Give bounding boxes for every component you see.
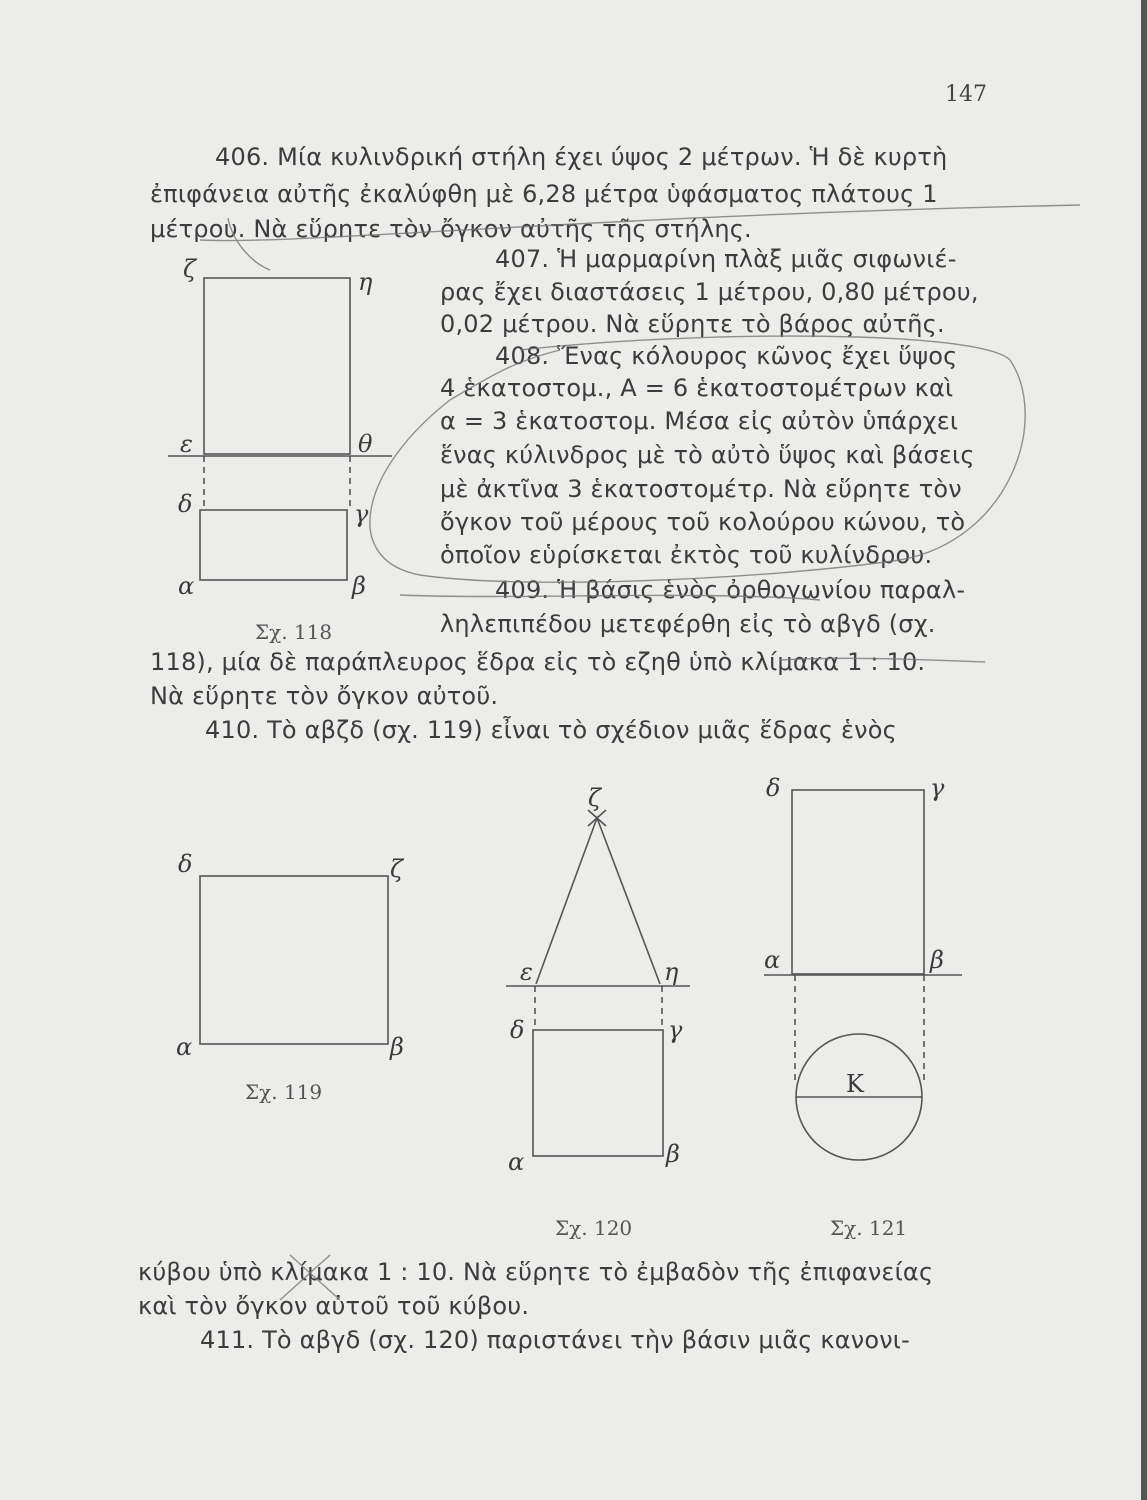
text-line: 411. Τὸ αβγδ (σχ. 120) παριστάνει τὴν βάσιν μιᾶς κανονι- [200, 1326, 910, 1354]
pencil-strike-scale [780, 658, 985, 662]
fig121-caption: Σχ. 121 [830, 1216, 908, 1240]
text-line: 408. Ἕνας κόλουρος κῶνος ἔχει ὕψος [495, 342, 958, 370]
fig120-label: γ [668, 1016, 683, 1044]
text-line: μὲ ἀκτῖνα 3 ἑκατοστομέτρ. Νὰ εὕρητε τὸν [440, 475, 962, 503]
text-line: Νὰ εὕρητε τὸν ὄγκον αὐτοῦ. [150, 682, 499, 710]
pencil-strike-409 [400, 595, 820, 600]
fig119-label: α [176, 1033, 193, 1061]
text-line: ἐπιφάνεια αὐτῆς ἐκαλύφθη μὲ 6,28 μέτρα ὑφάσματος πλάτους 1 [150, 180, 938, 208]
pencil-hook-406 [228, 218, 270, 270]
pencil-cross-1 [290, 1255, 340, 1300]
fig121-label: α [764, 946, 781, 974]
text-line: 406. Μία κυλινδρική στήλη έχει ύψος 2 μέτρων. Ἡ δὲ κυρτὴ [215, 143, 948, 171]
fig121-label: γ [930, 774, 945, 802]
fig119-caption: Σχ. 119 [245, 1080, 323, 1104]
fig118-label: γ [354, 500, 369, 528]
text-line: ρας ἔχει διαστάσεις 1 μέτρου, 0,80 μέτρου, [440, 278, 979, 306]
text-line: ὄγκον τοῦ μέρους τοῦ κολούρου κώνου, τὸ [440, 508, 966, 536]
text-line: 407. Ἡ μαρμαρίνη πλὰξ μιᾶς σιφωνιέ- [495, 245, 957, 273]
text-line: 118), μία δὲ παράπλευρος ἕδρα εἰς τὸ εζηθ ὑπὸ κλίμακα 1 : 10. [150, 648, 926, 676]
fig118-label: ε [180, 430, 193, 458]
fig120-label: δ [510, 1016, 525, 1044]
fig118-base-rect [200, 510, 347, 580]
fig121-face-rect [792, 790, 924, 974]
fig118-label: α [178, 572, 195, 600]
fig118-label: η [358, 268, 373, 296]
text-line: 4 ἑκατοστομ., Α = 6 ἑκατοστομέτρων καὶ [440, 374, 954, 402]
fig120-label: α [508, 1148, 525, 1176]
fig120-label: β [666, 1140, 680, 1168]
pencil-loop-408 [370, 336, 1025, 582]
fig120-label: η [664, 958, 679, 986]
text-line: 0,02 μέτρου. Νὰ εὕρητε τὸ βάρος αὐτῆς. [440, 310, 945, 338]
text-line: μέτρου. Νὰ εὕρητε τὸν ὄγκον αὐτῆς τῆς στήλης. [150, 215, 752, 243]
fig119-square [200, 876, 388, 1044]
fig120-base-square [533, 1030, 663, 1156]
text-line: α = 3 ἑκατοστομ. Μέσα εἰς αὐτὸν ὑπάρχει [440, 407, 959, 435]
fig119-label: δ [178, 850, 193, 878]
text-line: ὁποῖον εὑρίσκεται ἐκτὸς τοῦ κυλίνδρου. [440, 541, 933, 569]
fig120-label: ε [520, 958, 533, 986]
pencil-cross-2 [280, 1255, 330, 1300]
fig120-label: ζ [588, 784, 602, 812]
text-line: ἕνας κύλινδρος μὲ τὸ αὐτὸ ὕψος καὶ βάσεις [440, 441, 975, 469]
fig118-caption: Σχ. 118 [255, 620, 333, 644]
text-line: καὶ τὸν ὄγκον αὐτοῦ τοῦ κύβου. [138, 1292, 530, 1320]
text-line: ληλεπιπέδου μετεφέρθη εἰς τὸ αβγδ (σχ. [440, 610, 936, 638]
fig121-label: Κ [846, 1070, 864, 1098]
page-number: 147 [945, 82, 987, 107]
fig118-label: δ [178, 490, 193, 518]
fig118-label: ζ [183, 255, 197, 283]
fig118-face-rect [204, 278, 350, 454]
text-line: 410. Τὸ αβζδ (σχ. 119) εἶναι τὸ σχέδιον μιᾶς ἕδρας ἑνὸς [205, 716, 897, 744]
fig119-label: β [390, 1033, 404, 1061]
fig118-label: β [352, 572, 366, 600]
fig119-label: ζ [390, 855, 404, 883]
pencil-underline-406 [200, 205, 1080, 241]
text-line: 409. Ἡ βάσις ἑνὸς ὀρθογωνίου παραλ- [495, 576, 966, 604]
fig121-label: δ [766, 774, 781, 802]
fig118-label: θ [358, 430, 373, 458]
fig121-label: β [930, 946, 944, 974]
text-line: κύβου ὑπὸ κλίμακα 1 : 10. Νὰ εὕρητε τὸ ἐμβαδὸν τῆς ἐπιφανείας [138, 1258, 934, 1286]
fig120-triangle [536, 818, 660, 984]
fig120-caption: Σχ. 120 [555, 1216, 633, 1240]
